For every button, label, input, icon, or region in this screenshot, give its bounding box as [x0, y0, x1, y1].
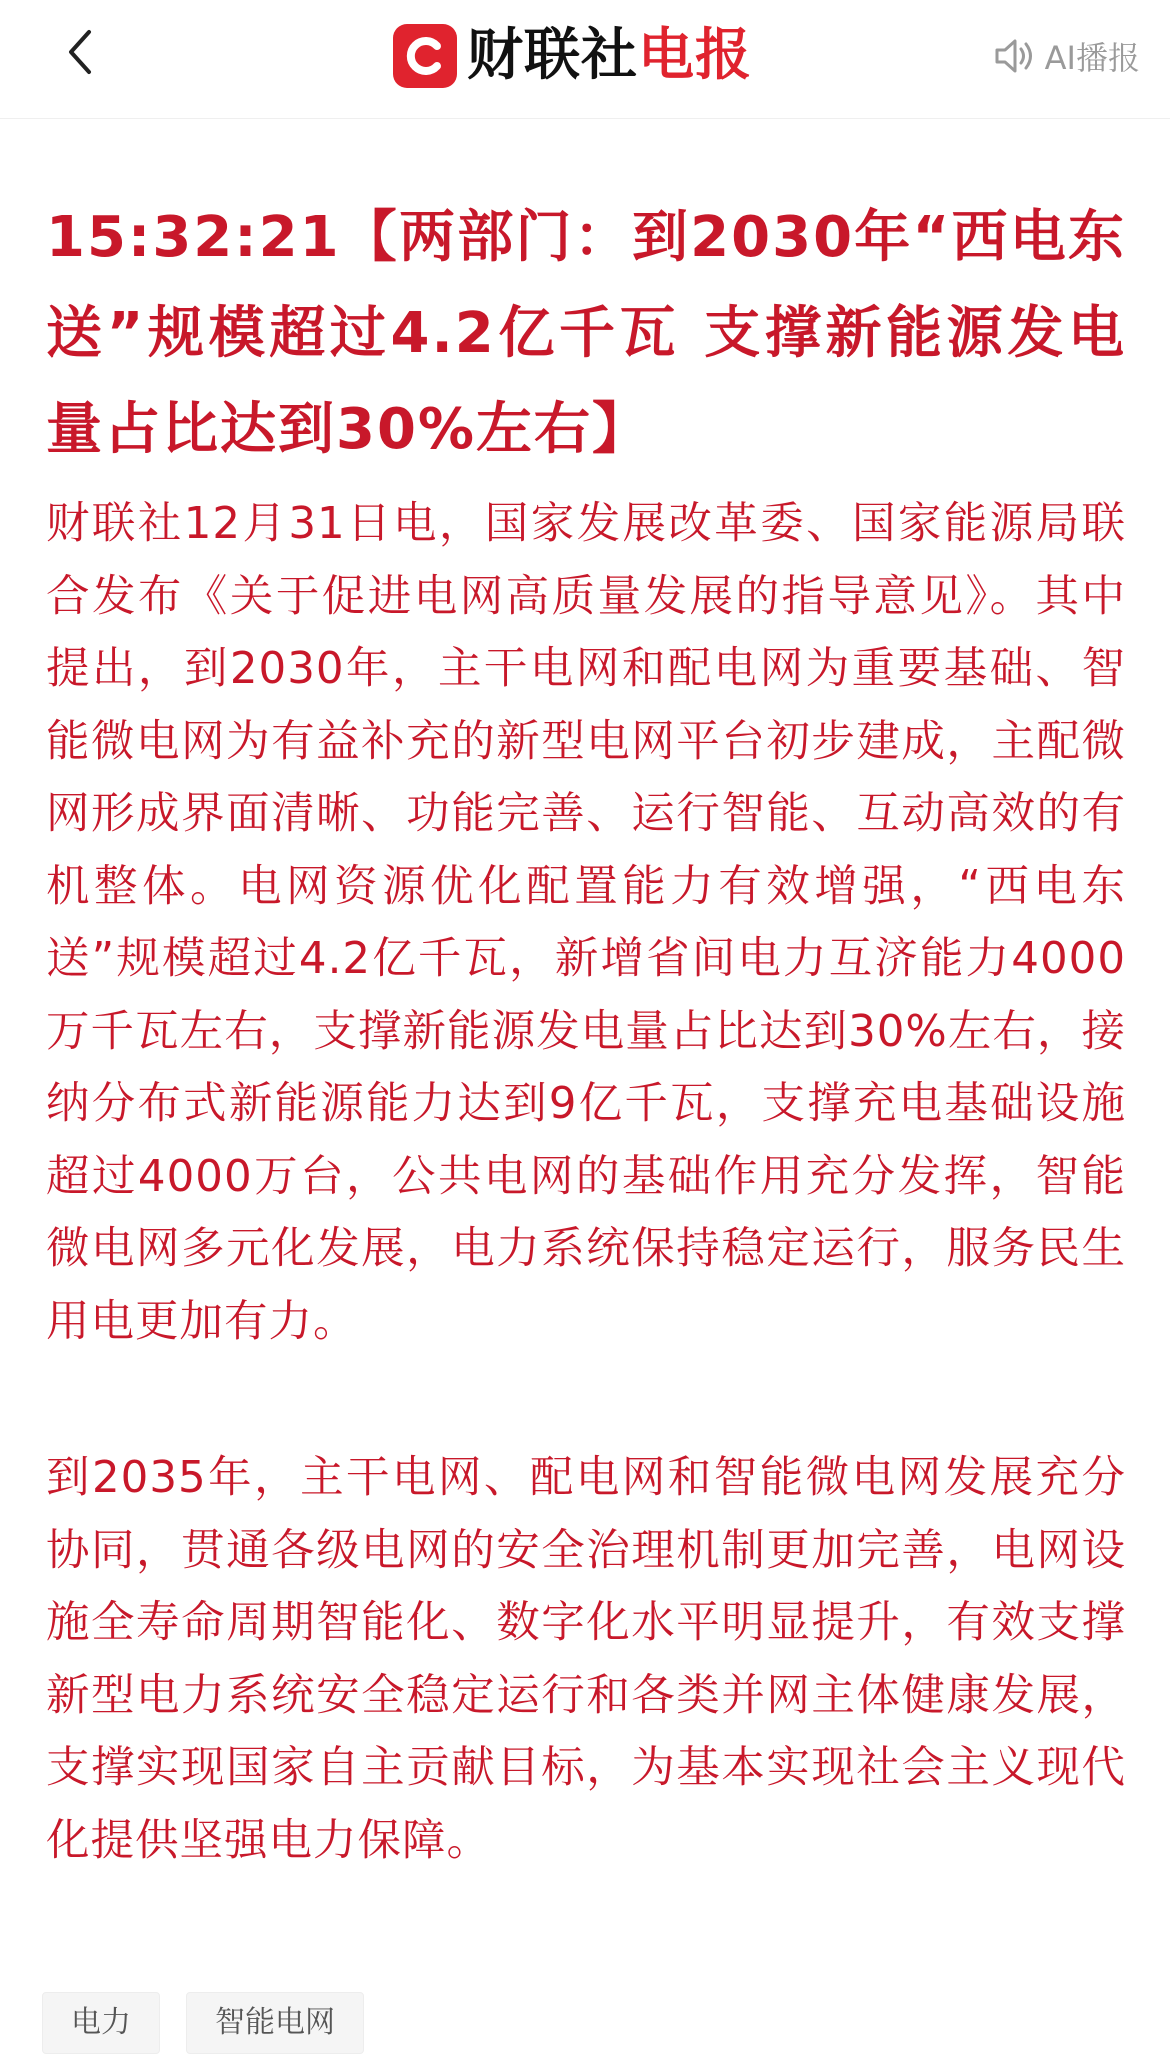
article-body	[46, 190, 1126, 1877]
logo-mark	[393, 24, 457, 88]
top-bar	[0, 0, 1170, 119]
tag-smart-grid[interactable]: 智能电网	[186, 1992, 364, 2054]
logo-text-main: 财联社	[467, 23, 638, 88]
brand-logo	[393, 20, 752, 92]
article-paragraph: 财联社12月31日电，国家发展改革委、国家能源局联合发布《关于促进电网高质量发展的指导意见》。其中提出，到2030年，主干电网和配电网为重要基础、智能微电网为有益补充的新型电网平台初步建成，主配微网形成界面清晰、功能完善、运行智能、互动高效的有机整体。电网资源优化配置能力有效增强，“西电东送”规模超过4.2亿千瓦，新增省间电力互济能力4000万千瓦左右，支撑新能源发电量占比达到30%左右，接纳分布式新能源能力达到9亿千瓦，支撑充电基础设施超过4000万台，公共电网的基础作用充分发挥，智能微电网多元化发展，电力系统保持稳定运行，服务民生用电更加有力。	[46, 499, 1126, 1347]
article-paragraph: 到2035年，主干电网、配电网和智能微电网发展充分协同，贯通各级电网的安全治理机制更加完善，电网设施全寿命周期智能化、数字化水平明显提升，有效支撑新型电力系统安全稳定运行和各类并网主体健康发展，支撑实现国家自主贡献目标，为基本实现社会主义现代化提供坚强电力保障。	[46, 1453, 1126, 1866]
tag-power[interactable]: 电力	[42, 1992, 160, 2054]
article-title: 15:32:21【两部门：到2030年“西电东送”规模超过4.2亿千瓦 支撑新能源发电量占比达到30%左右】	[46, 205, 1126, 462]
tag-list	[42, 1992, 390, 2054]
speaker-icon	[993, 36, 1037, 76]
logo-text	[467, 20, 752, 92]
logo-text-highlight: 电报	[638, 23, 752, 88]
ai-play-label: AI播报	[1044, 39, 1140, 77]
ai-play-button[interactable]	[993, 30, 1140, 82]
chevron-left-icon	[63, 28, 97, 76]
back-button[interactable]	[50, 22, 110, 82]
